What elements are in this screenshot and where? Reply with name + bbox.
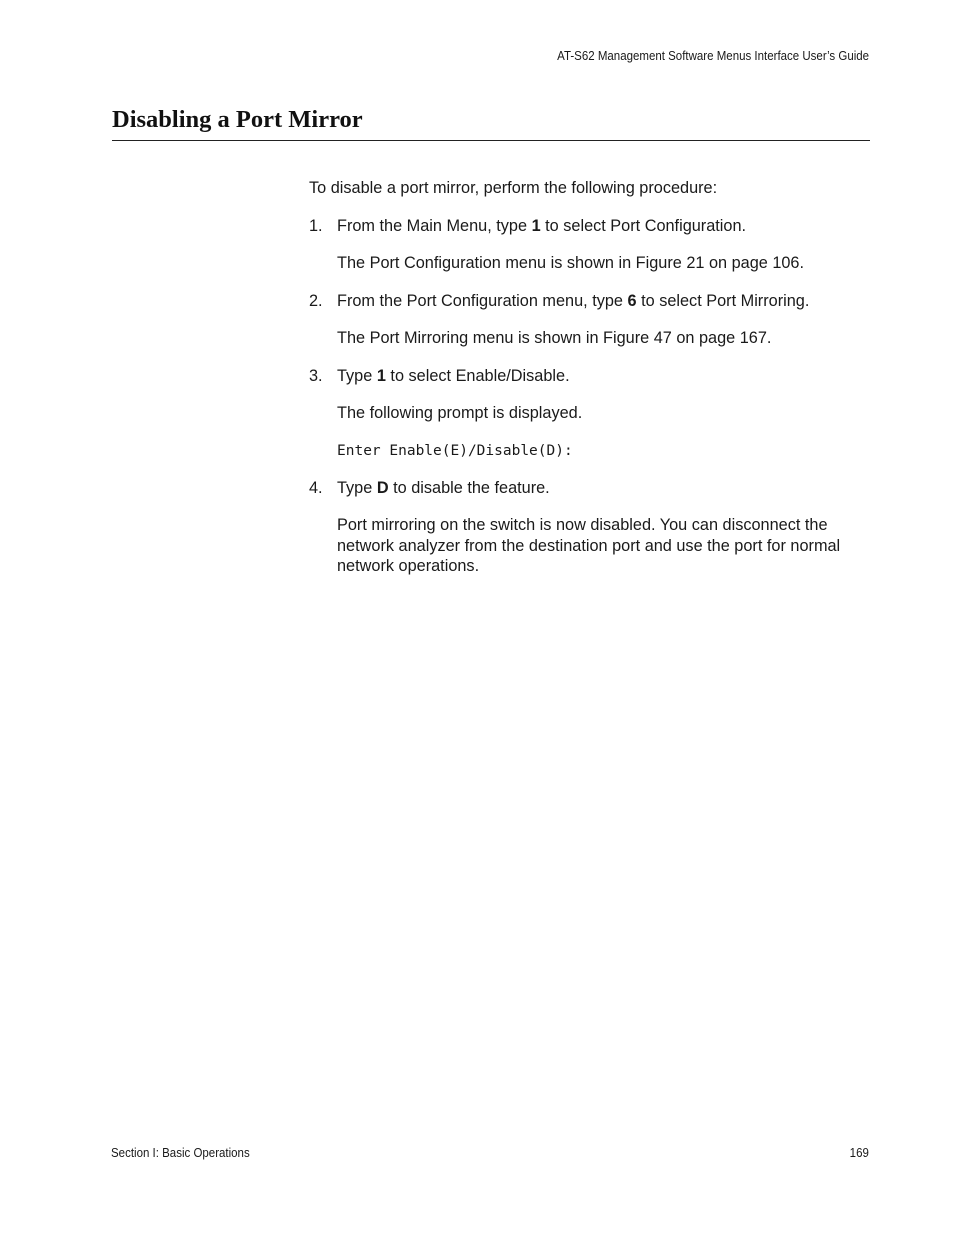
title-rule	[112, 140, 870, 141]
step-3-note: The following prompt is displayed.	[337, 404, 583, 422]
step-4-note: Port mirroring on the switch is now disabled. You can disconnect the network analyzer from the destination port and use the port for normal network operations.	[337, 516, 841, 575]
step-text: to disable the feature.	[388, 478, 550, 497]
footer-section: Section I: Basic Operations	[111, 1146, 250, 1160]
step-number: 1.	[309, 216, 323, 235]
step-key: 1	[376, 366, 386, 385]
step-text: From the Main Menu, type	[337, 216, 532, 235]
step-text: to select Port Configuration.	[540, 216, 747, 235]
step-text: to select Port Mirroring.	[636, 291, 810, 310]
step-2	[309, 291, 874, 312]
procedure-body	[309, 178, 874, 594]
step-4	[309, 478, 874, 499]
step-3	[309, 366, 874, 387]
page-number: 169	[849, 1146, 869, 1160]
step-text: From the Port Configuration menu, type	[337, 291, 628, 310]
step-key: D	[376, 478, 389, 497]
step-number: 3.	[309, 366, 323, 385]
step-key: 6	[627, 291, 637, 310]
intro-paragraph: To disable a port mirror, perform the following procedure:	[309, 179, 718, 197]
step-2-note: The Port Mirroring menu is shown in Figure 47 on page 167.	[337, 329, 772, 347]
step-text: to select Enable/Disable.	[385, 366, 570, 385]
step-text: Type	[337, 366, 377, 385]
prompt-code: Enter Enable(E)/Disable(D):	[337, 442, 573, 459]
step-1-note: The Port Configuration menu is shown in Figure 21 on page 106.	[337, 254, 805, 272]
step-number: 4.	[309, 478, 323, 497]
step-1	[309, 216, 874, 237]
section-title: Disabling a Port Mirror	[112, 106, 363, 133]
step-text: Type	[337, 478, 377, 497]
step-key: 1	[531, 216, 541, 235]
step-number: 2.	[309, 291, 323, 310]
running-header: AT-S62 Management Software Menus Interface User’s Guide	[557, 49, 869, 63]
